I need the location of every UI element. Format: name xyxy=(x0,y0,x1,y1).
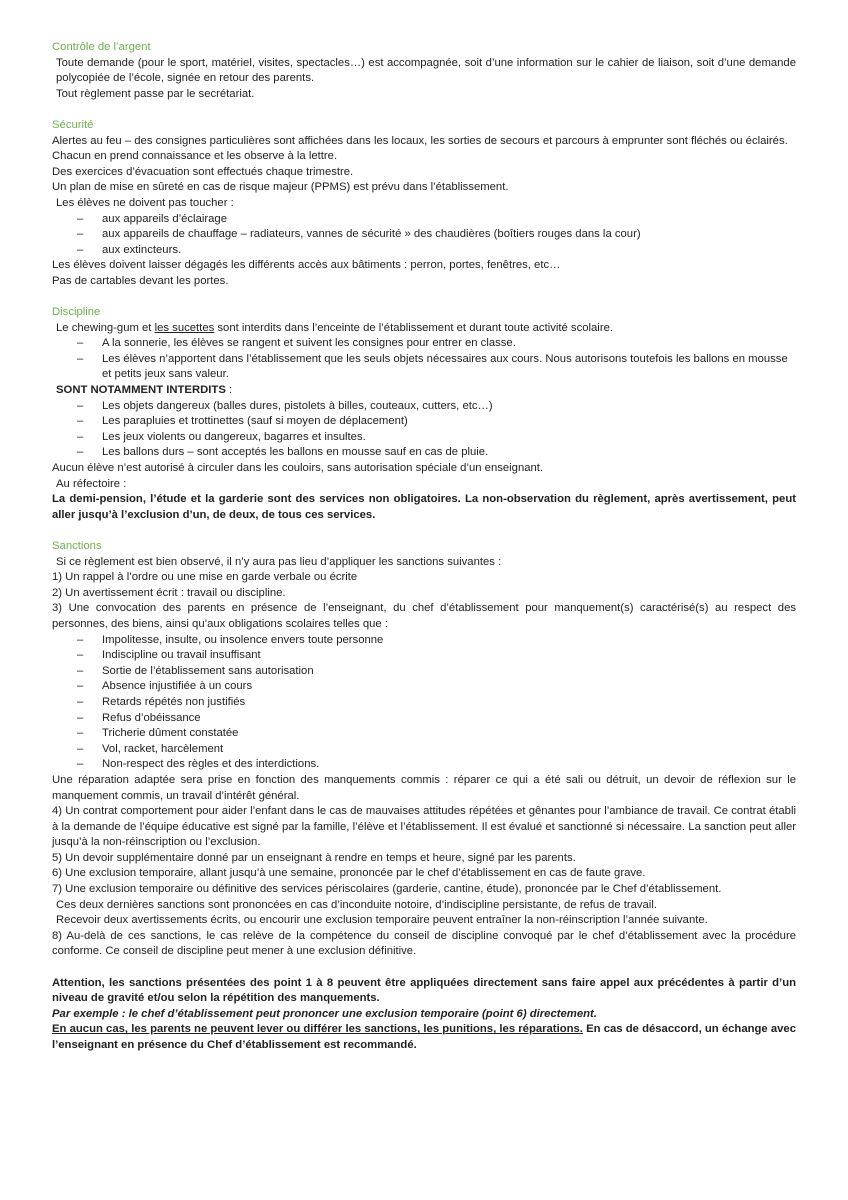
sanction-item: 8) Au-delà de ces sanctions, le cas relève de la compétence du conseil de discipline convoqué par le chef d’établissement avec la procédure conforme. Ce conseil de discipline peut mener à une exclusion définitive. xyxy=(52,929,796,958)
paragraph: Si ce règlement est bien observé, il n’y aura pas lieu d’appliquer les sanctions suivantes : xyxy=(56,555,502,568)
list-item: – Retards répétés non justifiés xyxy=(77,695,246,708)
paragraph: Aucun élève n’est autorisé à circuler dans les couloirs, sans autorisation spéciale d’un enseignant. xyxy=(52,462,544,475)
paragraph: Les élèves doivent laisser dégagés les différents accès aux bâtiments : perron, portes, fenêtres, etc… xyxy=(52,259,561,272)
sanction-item: 1) Un rappel à l’ordre ou une mise en garde verbale ou écrite xyxy=(52,571,358,584)
sanction-item: 6) Une exclusion temporaire, allant jusqu’à une semaine, prononcée par le chef d’établissement en cas de faute grave. xyxy=(52,867,646,880)
sanction-item: 2) Un avertissement écrit : travail ou discipline. xyxy=(52,586,286,599)
list-item: – aux extincteurs. xyxy=(77,243,182,256)
paragraph: Toute demande (pour le sport, matériel, visites, spectacles…) est accompagnée, soit d’une information sur le cahier de liaison, soit d’une demande polycopiée de l’école, signée en retour des parents. xyxy=(56,56,796,85)
heading-securite: Sécurité xyxy=(52,118,94,131)
paragraph: Une réparation adaptée sera prise en fonction des manquements commis : réparer ce qui a été sali ou détruit, un devoir de réflexion sur le manquement commis, un travail d’intérêt général. xyxy=(52,773,796,802)
list-item: – Refus d’obéissance xyxy=(77,711,201,724)
list-item: – Sortie de l’établissement sans autorisation xyxy=(77,664,314,677)
example-paragraph: Par exemple : le chef d’établissement peut prononcer une exclusion temporaire (point 6) directement. xyxy=(52,1007,597,1020)
heading-controle-argent: Contrôle de l’argent xyxy=(52,41,151,53)
paragraph: Au réfectoire : xyxy=(56,477,127,490)
paragraph: Recevoir deux avertissements écrits, ou encourir une exclusion temporaire peuvent entraîner la non-réinscription l’année suivante. xyxy=(56,914,708,927)
paragraph: Un plan de mise en sûreté en cas de risque majeur (PPMS) est prévu dans l’établissement. xyxy=(52,181,509,194)
list-item: – Indiscipline ou travail insuffisant xyxy=(77,649,261,662)
paragraph: Les élèves ne doivent pas toucher : xyxy=(56,196,234,209)
paragraph-bold: La demi-pension, l’étude et la garderie sont des services non obligatoires. La non-observation du règlement, après avertissement, peut aller jusqu’à l’exclusion d’un, de deux, de tous ces services. xyxy=(52,493,796,521)
list-interdits xyxy=(52,399,796,461)
list-manquements xyxy=(52,633,796,773)
document-content xyxy=(52,40,796,1054)
list-item: – Les élèves n’apportent dans l’établissement que les seuls objets nécessaires aux cours. Nous autorisons toutefois les ballons en mousse et petits jeux sans valeur. xyxy=(77,352,788,381)
sanction-item: 4) Un contrat comportement pour aider l’enfant dans le cas de mauvaises attitudes répétées et gênantes pour l’ambiance de travail. Ce contrat établi à la demande de l’équipe éducative est signé par la famille, l’élève et l’établissement. Il est évalué et sanctionné si nécessaire. La sanction peut aller jusqu’à la non-réinscription ou l’exclusion. xyxy=(52,805,796,849)
heading-discipline: Discipline xyxy=(52,306,101,319)
list-item: – aux appareils de chauffage – radiateurs, vannes de sécurité » des chaudières (boîtiers rouges dans la cour) xyxy=(77,228,641,241)
list-item: – Impolitesse, insulte, ou insolence envers toute personne xyxy=(77,633,384,646)
paragraph: Tout règlement passe par le secrétariat. xyxy=(56,87,255,100)
list-item: – aux appareils d’éclairage xyxy=(77,212,227,225)
paragraph: Des exercices d’évacuation sont effectués chaque trimestre. xyxy=(52,165,354,178)
list-item: – Tricherie dûment constatée xyxy=(77,727,239,740)
list-securite xyxy=(52,212,796,259)
paragraph: Ces deux dernières sanctions sont prononcées en cas d’inconduite notoire, d’indiscipline persistante, de refus de travail. xyxy=(56,898,657,911)
list-item: – Les ballons durs – sont acceptés les ballons en mousse sauf en cas de pluie. xyxy=(77,446,489,459)
paragraph: Alertes au feu – des consignes particulières sont affichées dans les locaux, les sorties de secours et parcours à emprunter sont fléchés ou éclairés. xyxy=(52,134,788,147)
list-item: – Absence injustifiée à un cours xyxy=(77,680,253,693)
heading-sanctions: Sanctions xyxy=(52,540,102,552)
paragraph: SONT NOTAMMENT INTERDITS : xyxy=(56,384,233,397)
list-item: – Les parapluies et trottinettes (sauf si moyen de déplacement) xyxy=(77,415,408,428)
sanction-item: 7) Une exclusion temporaire ou définitive des services périscolaires (garderie, cantine, étude), prononcée par le Chef d’établissement. xyxy=(52,883,722,896)
list-item: – Les objets dangereux (balles dures, pistolets à billes, couteaux, cutters, etc…) xyxy=(77,399,493,412)
sanction-item: 3) Une convocation des parents en présence de l’enseignant, du chef d’établissement pour manquement(s) caractérisé(s) au respect des personnes, des biens, ainsi qu’aux obligations scolaires telles que : xyxy=(52,602,796,630)
list-item: – Les jeux violents ou dangereux, bagarres et insultes. xyxy=(77,430,366,443)
parents-paragraph: En aucun cas, les parents ne peuvent lever ou différer les sanctions, les punitions, les réparations. En cas de désaccord, un échange avec l’enseignant en présence du Chef d’établissement est recommandé. xyxy=(52,1023,796,1051)
list-item: – Non-respect des règles et des interdictions. xyxy=(77,758,320,771)
paragraph: Pas de cartables devant les portes. xyxy=(52,274,229,287)
paragraph: Le chewing-gum et les sucettes sont interdits dans l’enceinte de l’établissement et durant toute activité scolaire. xyxy=(56,321,614,334)
attention-paragraph: Attention, les sanctions présentées des point 1 à 8 peuvent être appliquées directement sans faire appel aux précédentes à partir d’un niveau de gravité et/ou selon la répétition des manquements. xyxy=(52,976,796,1005)
list-item: – Vol, racket, harcèlement xyxy=(77,742,224,755)
list-item: – A la sonnerie, les élèves se rangent et suivent les consignes pour entrer en classe. xyxy=(77,337,516,350)
list-discipline xyxy=(52,336,796,383)
paragraph: Chacun en prend connaissance et les observe à la lettre. xyxy=(52,150,338,163)
sanction-item: 5) Un devoir supplémentaire donné par un enseignant à rendre en temps et heure, signé par les parents. xyxy=(52,851,576,864)
